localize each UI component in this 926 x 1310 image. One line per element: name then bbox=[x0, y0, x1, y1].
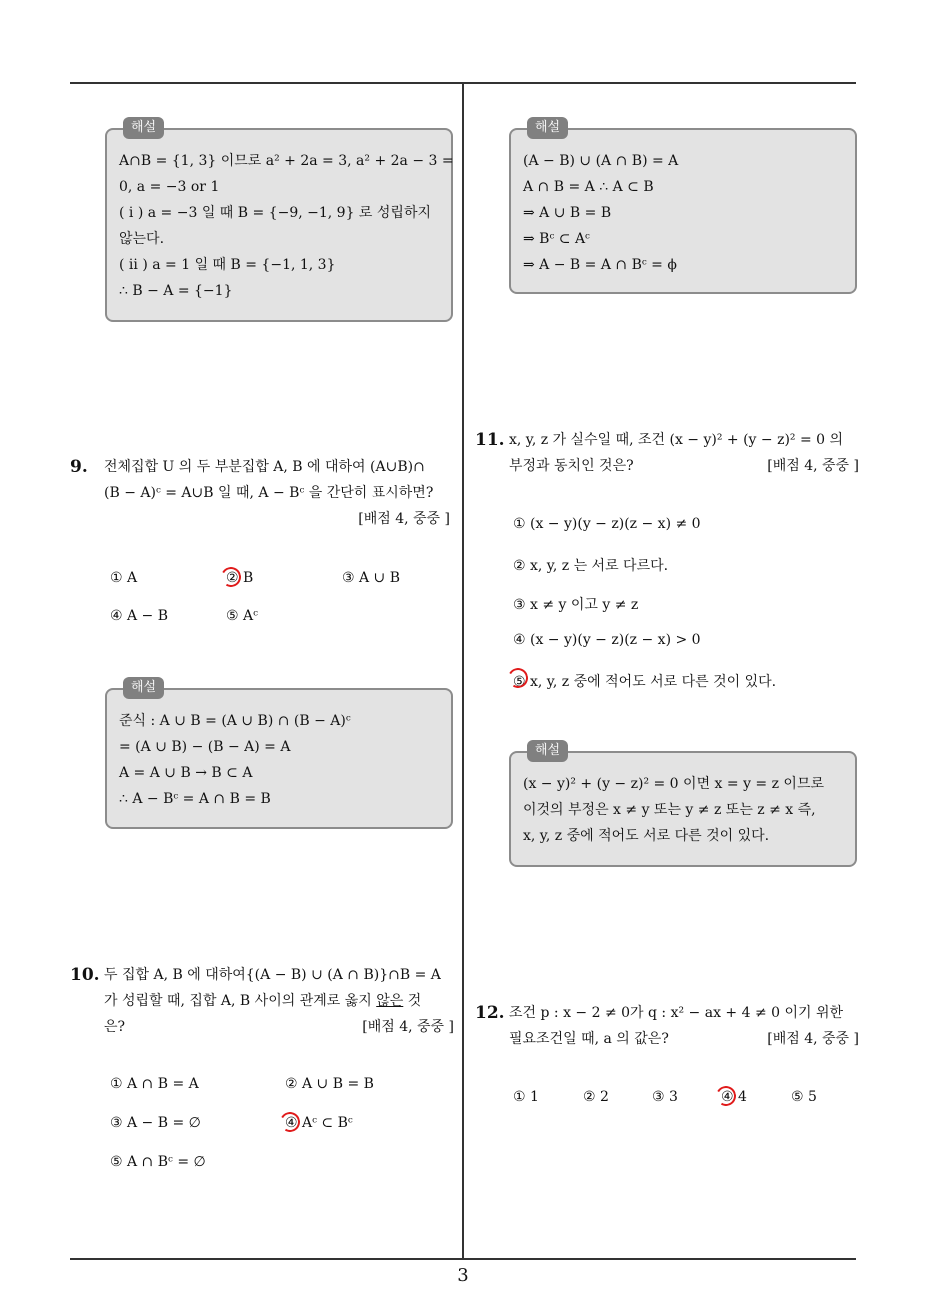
question-text: 전체집합 U 의 두 부분집합 A, B 에 대하여 (A∪B)∩ bbox=[104, 459, 425, 475]
question-score: [배점 4, 중중 ] bbox=[767, 458, 859, 474]
solution-line: ( ii ) a = 1 일 때 B = {−1, 1, 3} bbox=[119, 257, 336, 273]
solution-line: ⇒ A ∪ B = B bbox=[523, 205, 612, 221]
choice-2[interactable]: ② 2 bbox=[583, 1089, 609, 1105]
choice-3[interactable]: ③ x ≠ y 이고 y ≠ z bbox=[513, 597, 639, 613]
choice-4[interactable]: ④ 4 bbox=[721, 1089, 747, 1105]
choice-2[interactable]: ② A ∪ B = B bbox=[285, 1076, 374, 1092]
question-score: [배점 4, 중중 ] bbox=[358, 511, 450, 527]
solution-line: ( i ) a = −3 일 때 B = {−9, −1, 9} 로 성립하지 bbox=[119, 205, 432, 221]
question-number: 9. bbox=[70, 457, 88, 477]
question-text: 필요조건일 때, a 의 값은? [배점 4, 중중 ] bbox=[509, 1026, 859, 1052]
solution-tag: 해설 bbox=[527, 740, 568, 762]
question-number: 10. bbox=[70, 965, 100, 985]
solution-box-q9 bbox=[105, 680, 453, 829]
solution-line: = (A ∪ B) − (B − A) = A bbox=[119, 739, 291, 755]
solution-line: 이것의 부정은 x ≠ y 또는 y ≠ z 또는 z ≠ x 즉, bbox=[523, 802, 816, 818]
question-12 bbox=[475, 1000, 859, 1052]
choice-1[interactable]: ① A ∩ B = A bbox=[110, 1076, 199, 1092]
solution-tag: 해설 bbox=[527, 117, 568, 139]
solution-box-q11 bbox=[509, 743, 857, 867]
choice-1[interactable]: ① (x − y)(y − z)(z − x) ≠ 0 bbox=[513, 516, 701, 532]
solution-line: A∩B = {1, 3} 이므로 a² + 2a = 3, a² + 2a − 3 = bbox=[119, 153, 454, 169]
solution-line: ∴ B − A = {−1} bbox=[119, 283, 233, 299]
solution-line: 않는다. bbox=[119, 231, 165, 247]
question-text: 가 성립할 때, 집합 A, B 사이의 관계로 옳지 않은 것 bbox=[104, 993, 422, 1009]
choice-3[interactable]: ③ 3 bbox=[652, 1089, 678, 1105]
choice-3[interactable]: ③ A ∪ B bbox=[342, 570, 401, 586]
solution-line: x, y, z 중에 적어도 서로 다른 것이 있다. bbox=[523, 828, 770, 844]
question-text: 은? [배점 4, 중중 ] bbox=[104, 1014, 454, 1040]
solution-tag: 해설 bbox=[123, 117, 164, 139]
question-score: [배점 4, 중중 ] bbox=[362, 1019, 454, 1035]
solution-line: ⇒ Bᶜ ⊂ Aᶜ bbox=[523, 231, 590, 247]
solution-line: (A − B) ∪ (A ∩ B) = A bbox=[523, 153, 679, 169]
solution-tag: 해설 bbox=[123, 677, 164, 699]
solution-line: ⇒ A − B = A ∩ Bᶜ = ϕ bbox=[523, 257, 677, 273]
question-text: 두 집합 A, B 에 대하여{(A − B) ∪ (A ∩ B)}∩B = A bbox=[104, 967, 441, 983]
choice-1[interactable]: ① A bbox=[110, 570, 138, 586]
choice-1[interactable]: ① 1 bbox=[513, 1089, 539, 1105]
question-11 bbox=[475, 427, 859, 479]
solution-line: ∴ A − Bᶜ = A ∩ B = B bbox=[119, 791, 271, 807]
underline-not: 않은 bbox=[376, 993, 404, 1009]
question-text: x, y, z 가 실수일 때, 조건 (x − y)² + (y − z)² = 0 의 bbox=[509, 432, 844, 448]
solution-line: 준식 : A ∪ B = (A ∪ B) ∩ (B − A)ᶜ bbox=[119, 713, 351, 729]
question-text: 조건 p : x − 2 ≠ 0가 q : x² − ax + 4 ≠ 0 이기 위한 bbox=[509, 1005, 844, 1021]
bottom-rule bbox=[70, 1258, 856, 1260]
choice-5[interactable]: ⑤ x, y, z 중에 적어도 서로 다른 것이 있다. bbox=[513, 674, 777, 690]
choice-5[interactable]: ⑤ 5 bbox=[791, 1089, 817, 1105]
solution-box-q10 bbox=[509, 120, 857, 294]
solution-line: (x − y)² + (y − z)² = 0 이면 x = y = z 이므로 bbox=[523, 776, 825, 792]
choice-4[interactable]: ④ (x − y)(y − z)(z − x) > 0 bbox=[513, 632, 701, 648]
question-number: 11. bbox=[475, 430, 505, 450]
choice-5[interactable]: ⑤ A ∩ Bᶜ = ∅ bbox=[110, 1154, 206, 1170]
question-number: 12. bbox=[475, 1003, 505, 1023]
question-text: (B − A)ᶜ = A∪B 일 때, A − Bᶜ 을 간단히 표시하면? bbox=[104, 485, 434, 501]
choice-2[interactable]: ② B bbox=[226, 570, 254, 586]
solution-line: A ∩ B = A ∴ A ⊂ B bbox=[523, 179, 654, 195]
choice-2[interactable]: ② x, y, z 는 서로 다르다. bbox=[513, 558, 669, 574]
choice-4[interactable]: ④ Aᶜ ⊂ Bᶜ bbox=[285, 1115, 353, 1131]
choice-4[interactable]: ④ A − B bbox=[110, 608, 169, 624]
column-divider bbox=[462, 84, 464, 1259]
question-10 bbox=[70, 962, 454, 1040]
solution-line: 0, a = −3 or 1 bbox=[119, 179, 220, 195]
choice-5[interactable]: ⑤ Aᶜ bbox=[226, 608, 258, 624]
solution-box-q8 bbox=[105, 120, 454, 322]
question-9 bbox=[70, 454, 450, 532]
solution-line: A = A ∪ B → B ⊂ A bbox=[119, 765, 253, 781]
question-score: [배점 4, 중중 ] bbox=[767, 1031, 859, 1047]
question-text: 부정과 동치인 것은? [배점 4, 중중 ] bbox=[509, 453, 859, 479]
choice-3[interactable]: ③ A − B = ∅ bbox=[110, 1115, 201, 1131]
page-number: 3 bbox=[457, 1265, 469, 1286]
